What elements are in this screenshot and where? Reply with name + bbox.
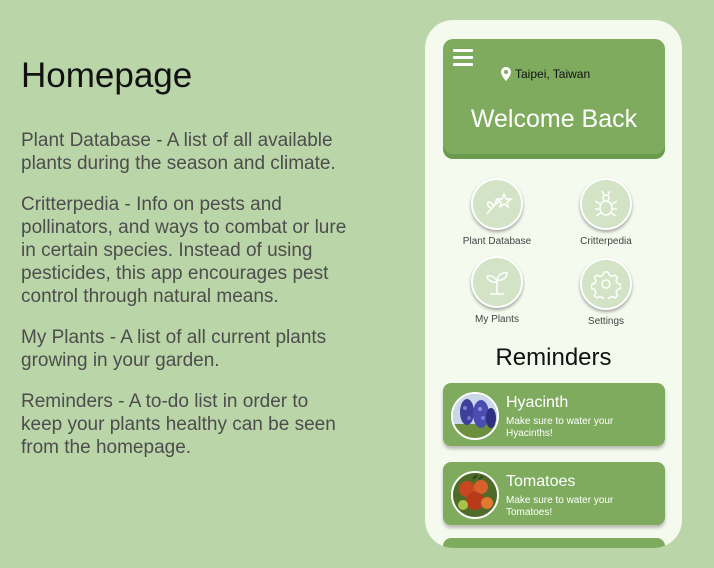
gear-icon <box>580 258 632 310</box>
map-pin-icon <box>501 67 511 81</box>
reminder-title: Hyacinth <box>506 394 569 411</box>
bug-icon <box>580 178 632 230</box>
page-title: Homepage <box>21 56 193 95</box>
reminder-note: Make sure to water your Hyacinths! <box>506 416 614 439</box>
description-panel <box>21 56 351 477</box>
welcome-heading: Welcome Back <box>470 105 638 133</box>
phone-mockup <box>425 20 682 548</box>
nav-plant-database[interactable] <box>442 178 552 247</box>
app-header <box>443 39 665 154</box>
description-my-plants: My Plants - A list of all current plants growing in your garden. <box>21 327 327 371</box>
nav-critterpedia[interactable] <box>551 178 661 247</box>
reminder-card-partial[interactable] <box>443 538 665 548</box>
nav-critterpedia-label: Critterpedia <box>580 236 632 247</box>
plant-database-icon <box>471 178 523 230</box>
location-label: Taipei, Taiwan <box>515 67 591 81</box>
reminders-heading: Reminders <box>495 344 612 371</box>
nav-settings[interactable] <box>551 258 661 327</box>
nav-my-plants-label: My Plants <box>475 314 519 325</box>
sprout-icon <box>471 256 523 308</box>
tomatoes-photo <box>451 471 499 519</box>
reminder-note: Make sure to water your Tomatoes! <box>506 495 614 518</box>
reminder-title: Tomatoes <box>506 473 576 490</box>
location[interactable] <box>501 67 590 81</box>
description-reminders: Reminders - A to-do list in order to keep your plants healthy can be seen from the homepage. <box>21 391 336 458</box>
reminder-card-tomatoes[interactable] <box>443 462 665 525</box>
nav-my-plants[interactable] <box>442 256 552 325</box>
reminder-card-hyacinth[interactable] <box>443 383 665 446</box>
hyacinth-photo <box>451 392 499 440</box>
description-critterpedia: Critterpedia - Info on pests and pollinators, and ways to combat or lure in certain species. Instead of using pesticides, this app encourages pest control through natural means. <box>21 194 347 307</box>
nav-plant-database-label: Plant Database <box>462 236 532 247</box>
nav-settings-label: Settings <box>587 316 625 327</box>
hamburger-menu-icon[interactable] <box>453 49 473 70</box>
description-plant-database: Plant Database - A list of all available plants during the season and climate. <box>21 130 336 174</box>
